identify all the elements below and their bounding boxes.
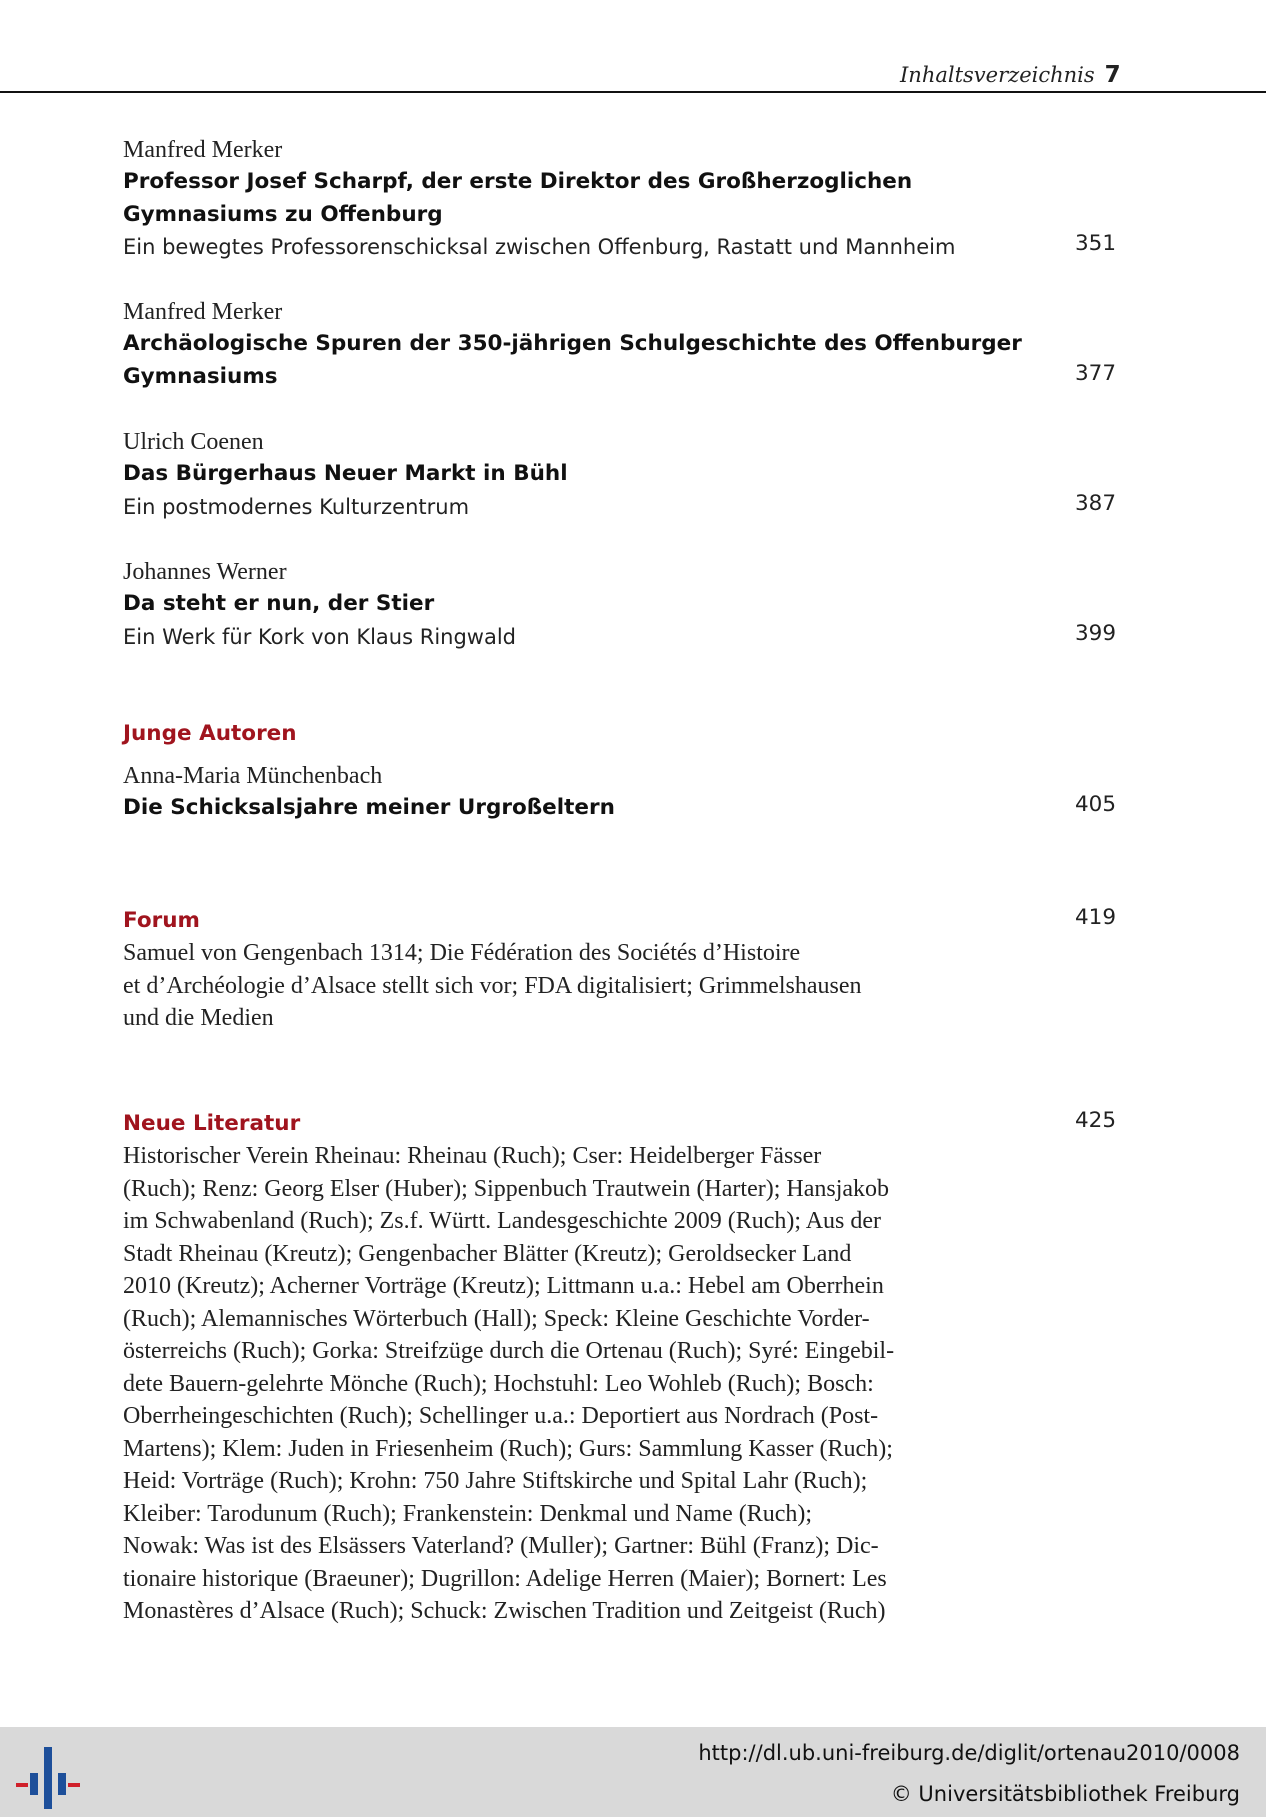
entry-title: Professor Josef Scharpf, der erste Direktor des Großherzoglichen Gymnasiums zu Offenburg [123, 169, 913, 227]
text-line: dete Bauern-gelehrte Mönche (Ruch); Hochstuhl: Leo Wohleb (Ruch); Bosch: [123, 1370, 874, 1397]
section-page: 425 [1075, 1108, 1117, 1133]
footer-bar [0, 1727, 1266, 1817]
text-line: tionaire historique (Braeuner); Dugrillon: Adelige Herren (Maier); Bornert: Les [123, 1565, 887, 1592]
entry-author: Manfred Merker [123, 137, 283, 163]
text-line: Historischer Verein Rheinau: Rheinau (Ruch); Cser: Heidelberger Fässer [123, 1143, 822, 1169]
entry-page: 387 [1075, 491, 1117, 516]
text-line: Monastères d’Alsace (Ruch); Schuck: Zwischen Tradition und Zeitgeist (Ruch) [123, 1598, 886, 1624]
text-line: im Schwabenland (Ruch); Zs.f. Württ. Landesgeschichte 2009 (Ruch); Aus der [123, 1208, 882, 1234]
entry-title: Die Schicksalsjahre meiner Urgroßeltern [123, 795, 615, 820]
entry-title: Das Bürgerhaus Neuer Markt in Bühl [123, 461, 568, 486]
text-line: Nowak: Was ist des Elsässers Vaterland? (Muller); Gartner: Bühl (Franz); Dic- [123, 1533, 879, 1559]
section-heading: Junge Autoren [123, 721, 297, 746]
entry-author: Manfred Merker [123, 299, 283, 325]
text-line: (Ruch); Renz: Georg Elser (Huber); Sippenbuch Trautwein (Harter); Hansjakob [123, 1175, 890, 1202]
text-line: Heid: Vorträge (Ruch); Krohn: 750 Jahre Stiftskirche und Spital Lahr (Ruch); [123, 1468, 868, 1494]
section-neue-literatur [123, 1108, 1123, 1628]
text-line: Samuel von Gengenbach 1314; Die Fédération des Sociétés d’Histoire [123, 940, 801, 966]
section-forum [123, 905, 1123, 1035]
header-title: Inhaltsverzeichnis [900, 63, 1095, 87]
entry-subtitle: Ein postmodernes Kulturzentrum [123, 494, 470, 519]
text-line: (Ruch); Alemannisches Wörterbuch (Hall); Speck: Kleine Geschichte Vorder- [123, 1305, 870, 1332]
library-logo-icon [16, 1745, 80, 1811]
section-heading: Forum [123, 908, 200, 933]
text-line: Martens); Klem: Juden in Friesenheim (Ruch); Gurs: Sammlung Kasser (Ruch); [123, 1435, 893, 1462]
text-line: Oberrheingeschichten (Ruch); Schellinger u.a.: Deportiert aus Nordrach (Post- [123, 1403, 879, 1429]
section-page: 419 [1075, 905, 1117, 930]
toc-entry [123, 296, 1123, 393]
entry-subtitle: Ein Werk für Kork von Klaus Ringwald [123, 624, 517, 649]
entry-author: Anna-Maria Münchenbach [123, 763, 383, 789]
entry-author: Ulrich Coenen [123, 429, 264, 455]
toc-entry [123, 556, 1123, 653]
entry-title: Archäologische Spuren der 350-jährigen Schulgeschichte des Offenburger Gymnasiums [123, 331, 1022, 389]
text-line: Stadt Rheinau (Kreutz); Gengenbacher Blätter (Kreutz); Geroldsecker Land [123, 1240, 852, 1267]
neue-literatur-contents [123, 1140, 1023, 1628]
entry-page: 377 [1075, 361, 1117, 386]
text-line: 2010 (Kreutz); Acherner Vorträge (Kreutz); Littmann u.a.: Hebel am Oberrhein [123, 1273, 884, 1299]
text-line: und die Medien [123, 1005, 274, 1031]
entry-subtitle: Ein bewegtes Professorenschicksal zwischen Offenburg, Rastatt und Mannheim [123, 235, 956, 259]
section-heading: Neue Literatur [123, 1111, 301, 1136]
toc-entry [123, 134, 1123, 263]
entry-author: Johannes Werner [123, 559, 287, 585]
entry-title: Da steht er nun, der Stier [123, 591, 435, 616]
running-header [900, 62, 1220, 88]
entry-page: 405 [1075, 792, 1117, 817]
toc-entry [123, 426, 1123, 523]
entry-page: 399 [1075, 621, 1117, 646]
copyright-notice: © Universitätsbibliothek Freiburg [890, 1782, 1240, 1806]
text-line: Kleiber: Tarodunum (Ruch); Frankenstein: Denkmal und Name (Ruch); [123, 1500, 813, 1527]
text-line: et d’Archéologie d’Alsace stellt sich vor; FDA digitalisiert; Grimmelshausen [123, 972, 862, 999]
forum-contents [123, 937, 1023, 1035]
source-url-link[interactable]: http://dl.ub.uni-freiburg.de/diglit/ortenau2010/0008 [698, 1741, 1240, 1765]
header-rule [0, 91, 1266, 93]
section-junge-autoren [123, 718, 1123, 825]
text-line: österreichs (Ruch); Gorka: Streifzüge durch die Ortenau (Ruch); Syré: Eingebil- [123, 1338, 895, 1364]
header-page-number: 7 [1104, 62, 1121, 88]
entry-page: 351 [1075, 231, 1117, 256]
